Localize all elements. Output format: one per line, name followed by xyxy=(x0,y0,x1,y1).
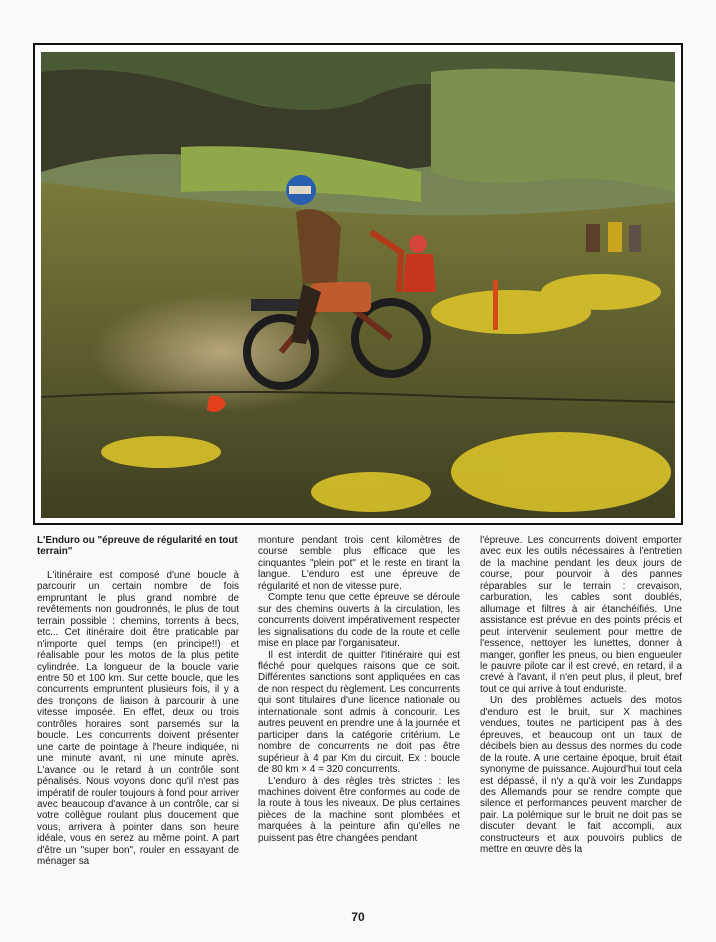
paragraph: Compte tenu que cette épreuve se déroule sur des chemins ouverts à la circulation, les concurrents doivent impérativement respecter les signalisations du code de la route et celle mise en place par l'organisateur. xyxy=(258,592,460,650)
article-heading: L'Enduro ou "épreuve de régularité en tout terrain" xyxy=(37,535,238,558)
paragraph: l'épreuve. Les concurrents doivent emporter avec eux les outils nécessaires à l'entretien de la machine pendant les deux jours de course, pour pourvoir à des pannes réparables sur le terrain : crevaison, carburation, les cables sont doublés, allumage et filtres à air étanchéifiés. Une assistance est prévue en des points précis et peut intervenir seulement pour mettre de l'essence, nettoyer les lunettes, donner à manger, gonfler les pneus, ou bien engueuler le pauvre pilote car il est crevé, en retard, il a crevé à l'avant, il n'en peut plus, il pleut, bref tout ce qui arrive à tout enduriste. xyxy=(480,535,682,695)
page-number: 70 xyxy=(351,910,365,924)
enduro-photo xyxy=(41,52,675,518)
article-column-2 xyxy=(258,535,460,844)
paragraph: L'enduro à des règles très strictes : les machines doivent être conformes au code de la route à tous les niveaux. De plus certaines pièces de la machine sont plombées et marquées à la peinture afin qu'elles ne puissent pas être changées pendant xyxy=(258,775,460,844)
paragraph: Il est interdit de quitter l'itinéraire qui est fléché pour quelques raisons que ce soit. Différentes sanctions sont appliquées en cas de non respect du règlement. Les concurrents qui sont titulaires d'une licence nationale ou internationale sont admis à concourir. Les autres peuvent en prendre une à la journée et participer dans la catégorie critérium. Le nombre de concurrents ne doit pas être supérieur à 4 par Km du circuit. Ex : boucle de 80 km × 4 = 320 concurrents. xyxy=(258,649,460,776)
paragraph: Un des problèmes actuels des motos d'enduro est le bruit, sur X machines vendues, toutes ne participent pas à des épreuves, et beaucoup ont un taux de décibels bien au dessus des normes du code de la route. A une certaine époque, bruit était synonyme de puissance. Aujourd'hui tout cela est dépassé, il n'y a qu'à voir les Zundapps des Allemands pour se rendre compte que silence et performances peuvent marcher de pair. La polémique sur le bruit ne doit pas se discuter devant le fait accompli, aux constructeurs et aux pouvoirs publics de mettre en œuvre dès la xyxy=(480,695,682,856)
paragraph: monture pendant trois cent kilomètres de course semble plus efficace que les cinquantes "plein pot" et le reste en tirant la langue. L'enduro est une épreuve de régularité et non de vitesse pure. xyxy=(258,535,460,592)
paragraph: L'itinéraire est composé d'une boucle à parcourir un certain nombre de fois empruntant le plus grand nombre de revêtements non goudronnés, le plus de tout terrain possible : chemins, torrents à becs, etc... Cet itinéraire doit être praticable par n'importe quel temps (en principe!!) et réalisable pour les motos de la plus petite cylindrée. La longueur de la boucle varie entre 50 et 100 km. Sur cette boucle, que les concurrents empruntent plusieurs fois, il y a des tronçons de liaison à parcourir à une vitesse imposée. En effet, deux ou trois contrôles horaires sont parsemés sur la boucle. Les concurrents doivent présenter une carte de pointage à l'heure indiquée, ni une minute avant, ni une minute après. L'avance ou le retard à un contrôle sont pénalisés. Nous voyons donc qu'il n'est pas impératif de rouler toujours à fond pour arriver avec beaucoup d'avance à un contrôle, car si votre collègue roulant plus doucement que vous, arrivera à pointer dans son heure idéale, vous en serez au même point. A part d'être un "super bon", rouler en essayant de ménager sa xyxy=(37,569,239,868)
article-column-1 xyxy=(37,535,239,868)
photo-frame xyxy=(33,43,683,525)
article-column-3 xyxy=(480,535,682,856)
